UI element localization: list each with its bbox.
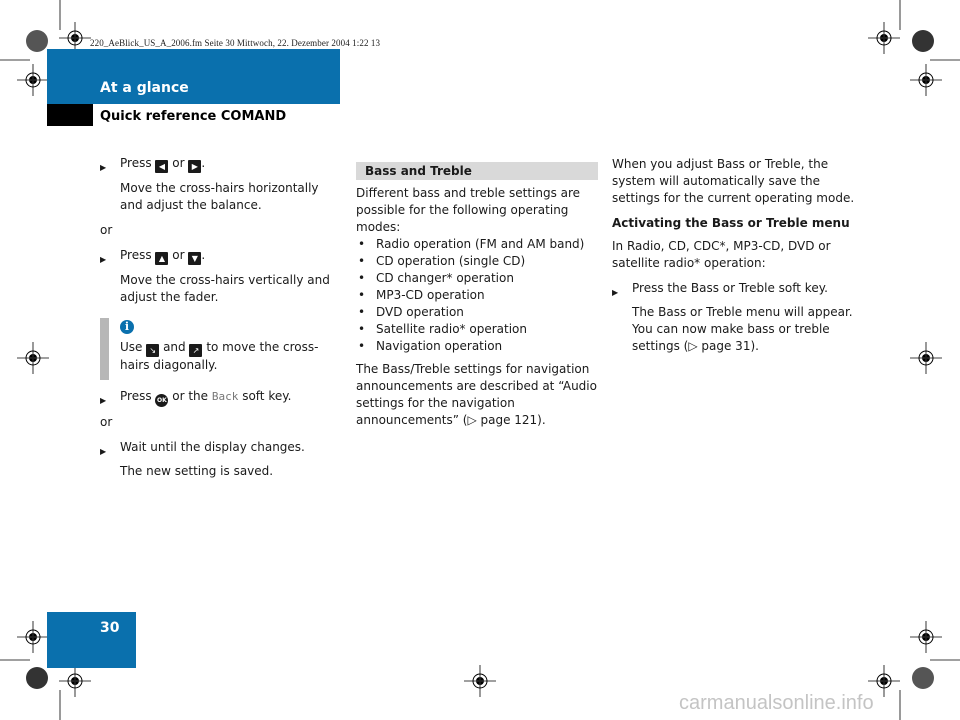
list-item-text: CD operation (single CD): [376, 254, 526, 268]
step-label: Press: [120, 389, 152, 403]
list-item-text: CD changer* operation: [376, 271, 514, 285]
step-press-soft-key: [612, 280, 862, 297]
info-box: [100, 318, 340, 374]
info-bar: [100, 318, 109, 380]
step-result: Move the cross-hairs vertically and adjust the fader.: [120, 273, 330, 304]
column-2: [356, 162, 598, 429]
bullet: •: [358, 322, 366, 336]
header-tab-marker: [47, 104, 93, 126]
bullet: •: [358, 288, 366, 302]
list-item-text: Radio operation (FM and AM band): [376, 237, 585, 251]
bullet: •: [358, 237, 366, 251]
step-arrow-icon: ▶: [100, 163, 107, 172]
watermark: carmanualsonline.info: [679, 692, 874, 714]
or-the-text: or the: [172, 389, 209, 403]
list-item: [356, 253, 598, 270]
step-label: Press: [120, 156, 152, 170]
diagonal-down-key-icon: ↘: [146, 344, 159, 357]
print-header: 220_AeBlick_US_A_2006.fm Seite 30 Mittwoch, 22. Dezember 2004 1:22 13: [90, 38, 381, 48]
list-item-text: DVD operation: [376, 305, 464, 319]
list-item: [356, 304, 598, 321]
list-item-text: Satellite radio* operation: [376, 322, 527, 336]
step-arrow-icon: ▶: [100, 447, 107, 456]
info-text: [120, 339, 340, 374]
right-key-icon: ▶: [188, 160, 201, 173]
bullet: •: [358, 254, 366, 268]
or-separator: or: [100, 223, 113, 237]
modes-text: In Radio, CD, CDC*, MP3-CD, DVD or satellite radio* operation:: [612, 239, 831, 270]
step-arrow-icon: ▶: [100, 396, 107, 405]
list-item: [356, 287, 598, 304]
soft-key-text: soft key.: [242, 389, 292, 403]
step-press-ok: [100, 388, 340, 407]
header-band: [47, 49, 340, 104]
period: .: [201, 156, 206, 170]
list-item-text: MP3-CD operation: [376, 288, 485, 302]
info-and: and: [163, 340, 186, 354]
modes-list: [356, 236, 598, 355]
step-result: The new setting is saved.: [120, 464, 274, 478]
info-icon: i: [120, 320, 134, 334]
page-number-box: [47, 612, 136, 668]
step-text: Press the Bass or Treble soft key.: [632, 281, 828, 295]
down-key-icon: ▼: [188, 252, 201, 265]
list-item: [356, 338, 598, 355]
step-wait: [100, 439, 340, 456]
info-use: Use: [120, 340, 143, 354]
page-number: 30: [100, 620, 120, 636]
list-item: [356, 236, 598, 253]
or-separator: or: [100, 415, 113, 429]
step-result: The Bass or Treble menu will appear. You can now make bass or treble settings (▷ page 31).: [632, 305, 853, 353]
left-key-icon: ◀: [155, 160, 168, 173]
column-1: [100, 155, 340, 480]
list-item-text: Navigation operation: [376, 339, 503, 353]
diagonal-up-key-icon: ↗: [189, 344, 202, 357]
page-subtitle: Quick reference COMAND: [100, 109, 287, 124]
info-rest: to move the cross-hairs diagonally.: [120, 340, 319, 372]
step-result: Move the cross-hairs horizontally and adjust the balance.: [120, 181, 319, 212]
column-3: [612, 156, 862, 355]
step-arrow-icon: ▶: [100, 255, 107, 264]
or-text: or: [172, 248, 185, 262]
back-soft-key: Back: [211, 390, 239, 403]
step-arrow-icon: ▶: [612, 288, 619, 297]
activate-heading: Activating the Bass or Treble menu: [612, 216, 850, 230]
ok-button-icon: OK: [155, 394, 168, 407]
bullet: •: [358, 271, 366, 285]
or-text: or: [172, 156, 185, 170]
outro-text: The Bass/Treble settings for navigation announcements are described at “Audio settings for the navigation announcements” (▷ page 121).: [356, 362, 597, 427]
section-title: At a glance: [100, 80, 189, 96]
period: .: [201, 248, 206, 262]
intro-text: Different bass and treble settings are possible for the following operating modes:: [356, 186, 581, 234]
bullet: •: [358, 339, 366, 353]
step-text: Wait until the display changes.: [120, 440, 305, 454]
up-key-icon: ▲: [155, 252, 168, 265]
intro-text: When you adjust Bass or Treble, the system will automatically save the settings for the current operating mode.: [612, 157, 855, 205]
bullet: •: [358, 305, 366, 319]
step-press-left-right: [100, 155, 340, 173]
list-item: [356, 270, 598, 287]
bass-treble-heading: Bass and Treble: [356, 162, 598, 180]
list-item: [356, 321, 598, 338]
step-label: Press: [120, 248, 152, 262]
step-press-up-down: [100, 247, 340, 265]
